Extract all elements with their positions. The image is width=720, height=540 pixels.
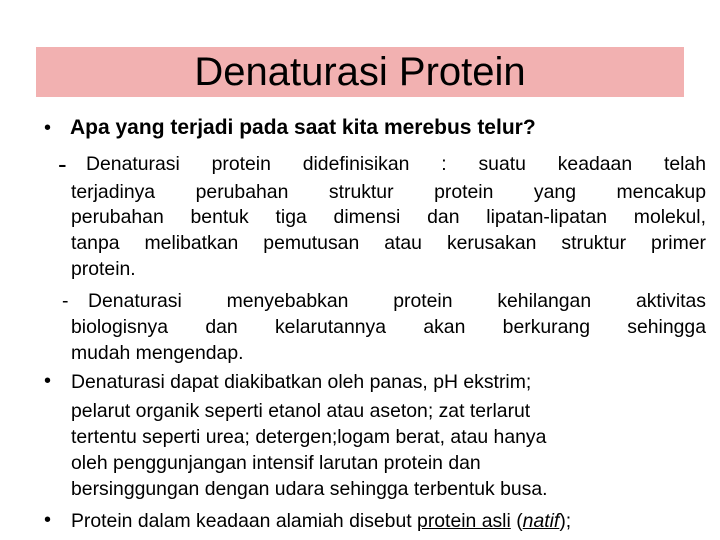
effect-line-2: biologisnya dan kelarutannya akan berkurang sehingga <box>71 316 706 338</box>
dash-marker: - <box>58 149 67 179</box>
native-protein-line <box>71 509 571 533</box>
definition-line-3: perubahan bentuk tiga dimensi dan lipatan-lipatan molekul, <box>71 206 706 228</box>
cause-line-4: oleh penggunjangan intensif larutan protein dan <box>71 452 481 474</box>
native-italic-term: natif <box>522 510 560 532</box>
paren-close: ); <box>559 510 572 532</box>
effect-line-3: mudah mengendap. <box>71 342 244 364</box>
cause-line-1: Denaturasi dapat diakibatkan oleh panas, pH ekstrim; <box>71 371 532 393</box>
definition-line-1: Denaturasi protein didefinisikan : suatu keadaan telah <box>86 153 706 175</box>
native-term: protein asli <box>417 510 511 532</box>
dash-marker-2: - <box>62 290 69 312</box>
cause-line-5: bersinggungan dengan udara sehingga terbentuk busa. <box>71 478 548 500</box>
question-text: Apa yang terjadi pada saat kita merebus telur? <box>70 116 536 139</box>
cause-line-3: tertentu seperti urea; detergen;logam berat, atau hanya <box>71 426 547 448</box>
bullet-icon: • <box>44 370 52 392</box>
definition-line-4: tanpa melibatkan pemutusan atau kerusakan struktur primer <box>71 232 706 254</box>
bullet-icon: • <box>44 509 52 531</box>
cause-line-2: pelarut organik seperti etanol atau aseton; zat terlarut <box>71 400 531 422</box>
bullet-icon: • <box>44 117 52 139</box>
effect-line-1: Denaturasi menyebabkan protein kehilangan aktivitas <box>88 290 706 312</box>
definition-line-2: terjadinya perubahan struktur protein yang mencakup <box>71 181 706 203</box>
slide-title: Denaturasi Protein <box>194 50 526 94</box>
native-prefix: Protein dalam keadaan alamiah disebut <box>71 510 412 532</box>
definition-line-5: protein. <box>71 258 136 280</box>
paren-open: ( <box>516 510 523 532</box>
